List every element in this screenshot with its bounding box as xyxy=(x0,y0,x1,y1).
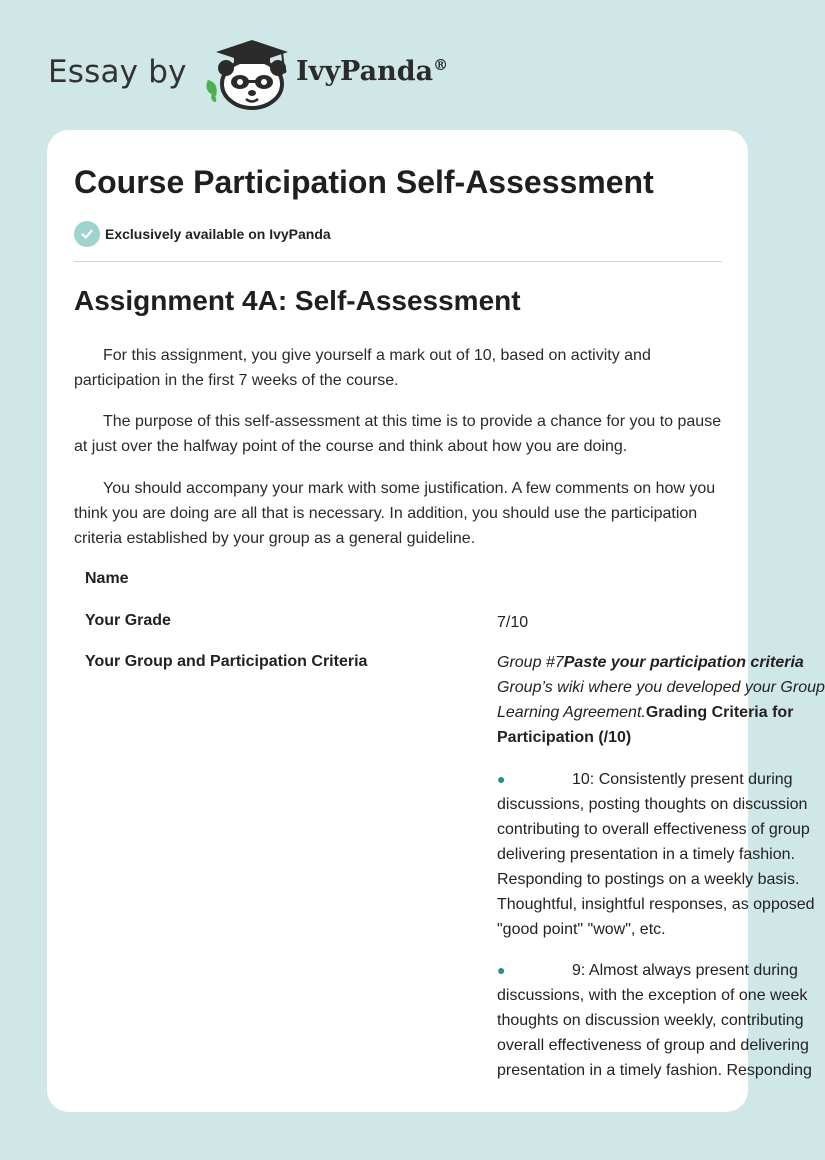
badge-text: Exclusively available on IvyPanda xyxy=(105,226,331,242)
essay-by-label: Essay by xyxy=(48,54,187,90)
ivypanda-logo-icon[interactable] xyxy=(202,36,294,117)
site-header xyxy=(48,34,508,110)
exclusive-badge xyxy=(74,221,331,247)
registered-mark: ® xyxy=(433,56,449,74)
page-title: Course Participation Self-Assessment xyxy=(74,164,654,200)
bullet-item-10: ● 10: Consistently present during discussions, posting thoughts on discussion contributing to overall effectiveness of group delivering presentation in a timely fashion. Responding to postings on a weekly basis. Thoughtful, insightful responses, as opposed "good point" "wow", etc. xyxy=(497,767,787,942)
essay-card xyxy=(47,130,825,1112)
bullet-icon: ● xyxy=(497,962,506,978)
paragraph-3: You should accompany your mark with some justification. A few comments on how you think you are doing are all that is necessary. In addition, you should use the participation criteria established by your group as a general guideline. xyxy=(74,480,716,547)
check-icon xyxy=(74,221,100,247)
grade-label: Your Grade xyxy=(85,612,171,629)
bullet-item-9: ● 9: Almost always present during discussions, with the exception of one week thoughts on discussion weekly, contributing overall effectiveness of group and delivering presentation in a timely fashion. Responding xyxy=(497,958,787,1083)
criteria-line-3: Learning Agreement.Grading Criteria for xyxy=(497,704,794,721)
paragraph-1: For this assignment, you give yourself a mark out of 10, based on activity and participation in the first 7 weeks of the course. xyxy=(74,347,651,389)
paragraph-2: The purpose of this self-assessment at this time is to provide a chance for you to pause at just over the halfway point of the course and think about how you are doing. xyxy=(74,413,722,455)
criteria-line-2: Group’s wiki where you developed your Group xyxy=(497,679,825,696)
section-heading: Assignment 4A: Self-Assessment xyxy=(74,285,521,316)
criteria-label: Your Group and Participation Criteria xyxy=(85,653,368,670)
bullet-icon: ● xyxy=(497,771,506,787)
brand-name: IvyPanda® xyxy=(296,56,449,87)
criteria-text xyxy=(497,650,825,750)
name-label: Name xyxy=(85,570,129,587)
criteria-line-4: Participation (/10) xyxy=(497,729,632,746)
grade-value: 7/10 xyxy=(497,614,529,631)
criteria-line-1: Group #7Paste your participation criteria xyxy=(497,654,804,671)
divider xyxy=(74,261,722,262)
